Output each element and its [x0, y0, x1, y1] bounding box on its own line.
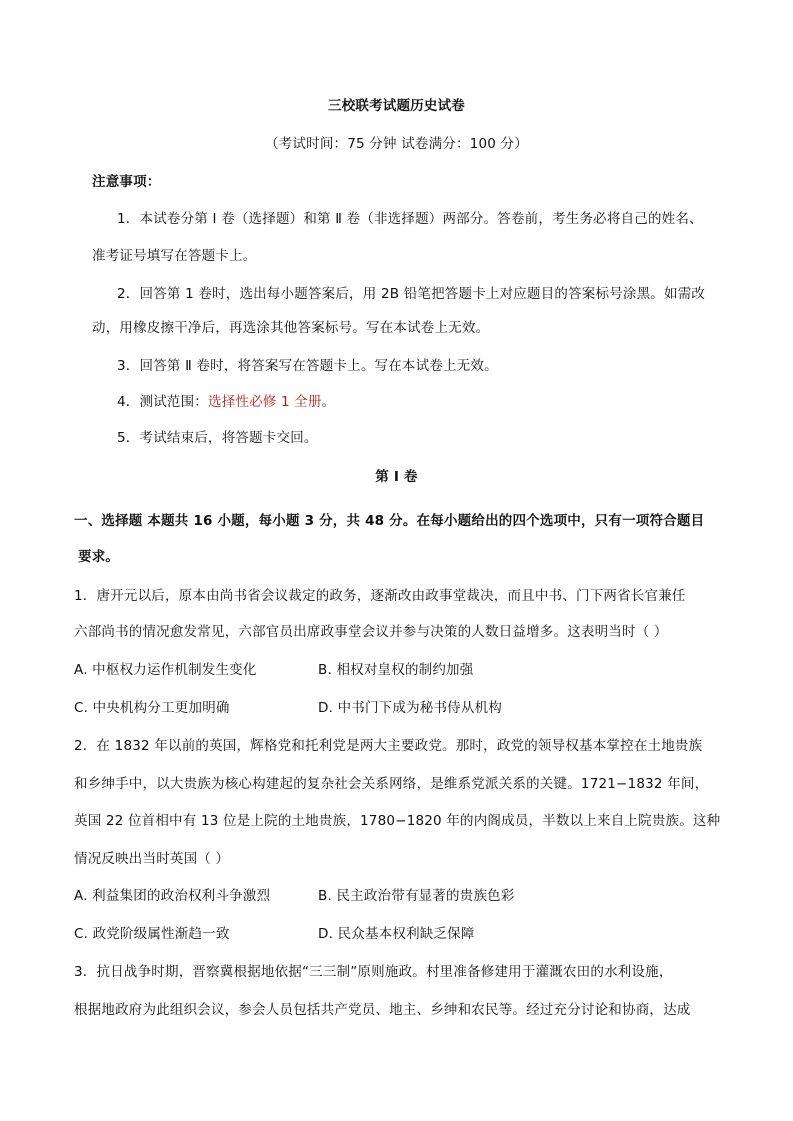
note-item-4	[117, 392, 335, 412]
section-title: 第 Ⅰ 卷	[375, 469, 418, 485]
question-2-option-d: D. 民众基本权利缺乏保障	[318, 926, 475, 942]
question-2-line-1: 2．在 1832 年以前的英国，辉格党和托利党是两大主要政党。那时，政党的领导权基本掌控在土地贵族	[74, 738, 703, 754]
question-2-line-3: 英国 22 位首相中有 13 位是上院的土地贵族，1780−1820 年的内阁成员，半数以上来自上院贵族。这种	[74, 813, 721, 829]
exam-title: 三校联考试题历史试卷	[328, 98, 465, 114]
question-2-option-c: C. 政党阶级属性渐趋一致	[74, 926, 230, 942]
exam-subtitle: （考试时间：75 分钟 试卷满分：100 分）	[265, 136, 528, 152]
question-1-line-1: 1．唐开元以后，原本由尚书省会议裁定的政务，逐渐改由政事堂裁决，而且中书、门下两省长官兼任	[74, 588, 686, 604]
question-2-option-b: B. 民主政治带有显著的贵族色彩	[318, 888, 515, 904]
question-1-option-c: C. 中央机构分工更加明确	[74, 700, 230, 716]
note-item-2-line-2: 动，用橡皮擦干净后，再选涂其他答案标号。写在本试卷上无效。	[92, 320, 490, 336]
question-1-option-a: A. 中枢权力运作机制发生变化	[74, 662, 257, 678]
question-1-option-d: D. 中书门下成为秘书侍从机构	[318, 700, 502, 716]
note-item-2-line-1: 2．回答第 1 卷时，选出每小题答案后，用 2B 铅笔把答题卡上对应题目的答案标号涂黑。如需改	[117, 286, 706, 302]
note-item-1-line-1: 1．本试卷分第 Ⅰ 卷（选择题）和第 Ⅱ 卷（非选择题）两部分。答卷前，考生务必将自己的姓名、	[117, 211, 703, 227]
section-instruction-line-1: 一、选择题 本题共 16 小题，每小题 3 分，共 48 分。在每小题给出的四个选项中，只有一项符合题目	[74, 513, 705, 529]
note-item-1-line-2: 准考证号填写在答题卡上。	[92, 248, 257, 264]
section-instruction-line-2: 要求。	[78, 549, 120, 565]
note-item-4-scope: 选择性必修 1 全册	[208, 394, 322, 410]
question-2-line-4: 情况反映出当时英国（ ）	[74, 851, 230, 867]
note-item-3: 3．回答第 Ⅱ 卷时，将答案写在答题卡上。写在本试卷上无效。	[117, 358, 498, 374]
question-3-line-1: 3．抗日战争时期，晋察冀根据地依据“三三制”原则施政。村里准备修建用于灌溉农田的水利设施，	[74, 964, 673, 980]
notes-heading: 注意事项：	[92, 174, 161, 190]
question-2-line-2: 和乡绅手中，以大贵族为核心构建起的复杂社会关系网络，是维系党派关系的关键。1721−1832 年间，	[74, 776, 709, 792]
question-2-option-a: A. 利益集团的政治权利斗争激烈	[74, 888, 271, 904]
note-item-4-suffix: 。	[321, 394, 336, 410]
question-3-line-2: 根据地政府为此组织会议，参会人员包括共产党员、地主、乡绅和农民等。经过充分讨论和协商，达成	[74, 1002, 691, 1018]
question-1-option-b: B. 相权对皇权的制约加强	[318, 662, 474, 678]
note-item-4-prefix: 4．测试范围：	[117, 394, 208, 410]
note-item-5: 5．考试结束后，将答题卡交回。	[117, 430, 318, 446]
question-1-line-2: 六部尚书的情况愈发常见，六部官员出席政事堂会议并参与决策的人数日益增多。这表明当时（ ）	[74, 624, 668, 640]
